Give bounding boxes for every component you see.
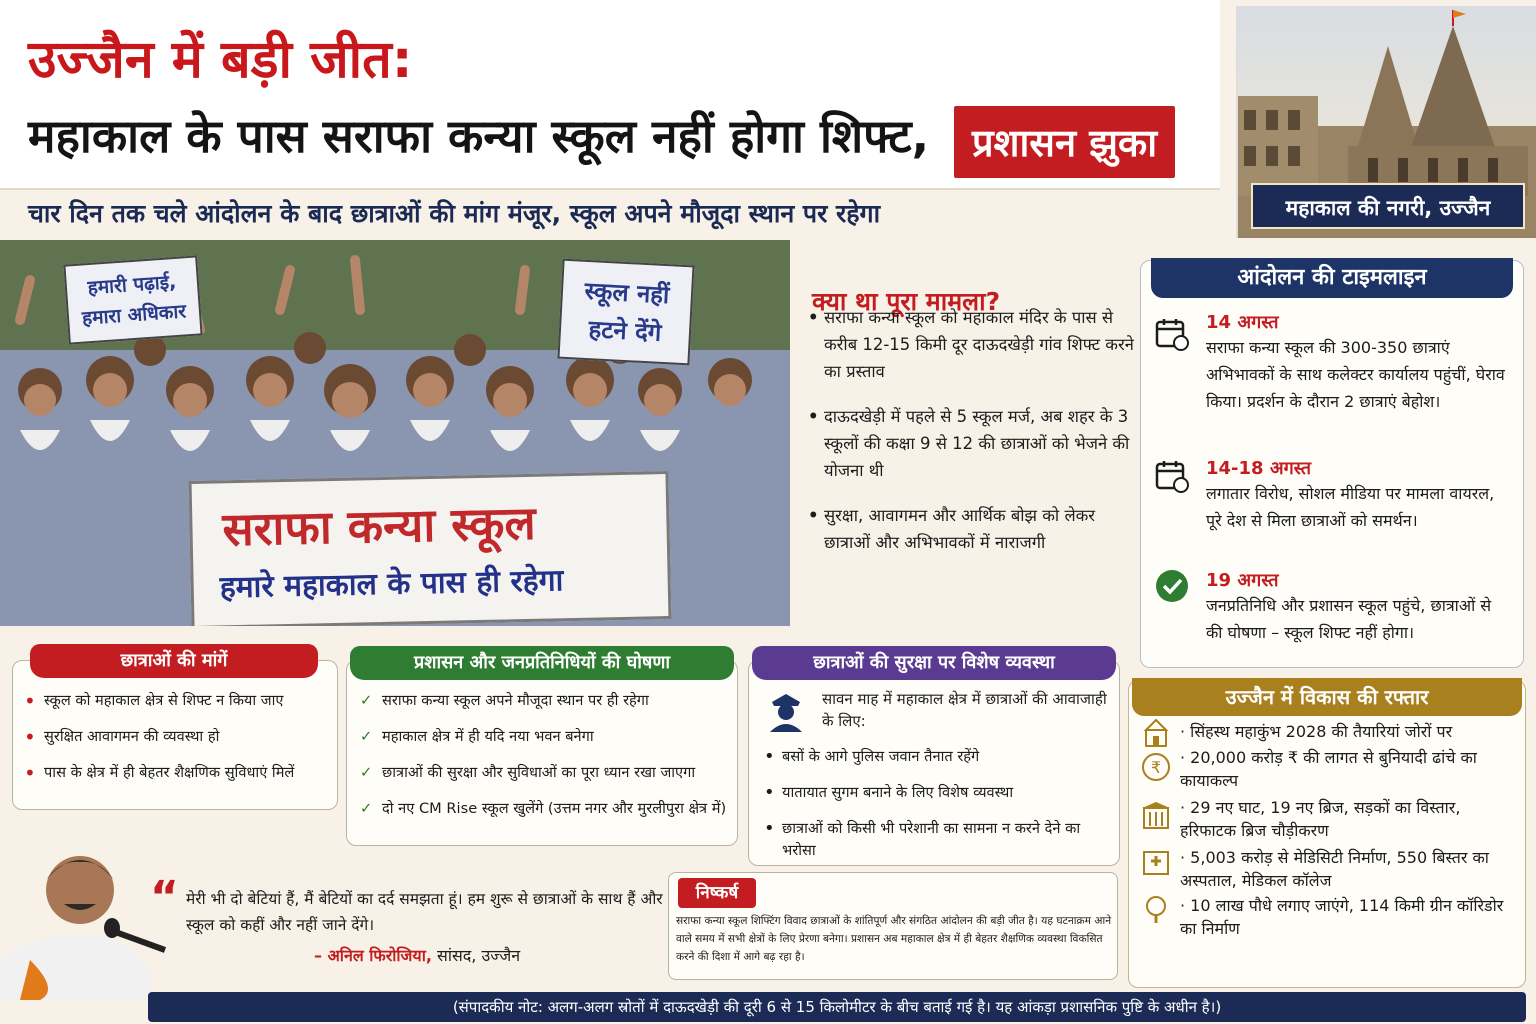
case-point: • सराफा कन्या स्कूल को महाकाल मंदिर के पास से करीब 12-15 किमी दूर दाऊदखेड़ी गांव शिफ्ट करने का प्रस्ताव xyxy=(808,304,1138,385)
demand-item: • पास के क्षेत्र में ही बेहतर शैक्षणिक सुविधाएं मिलें xyxy=(22,762,338,784)
timeline-text: जनप्रतिनिधि और प्रशासन स्कूल पहुंचे, छात्राओं से की घोषणा – स्कूल शिफ्ट नहीं होगा। xyxy=(1206,596,1492,642)
quote-mark-icon: “ xyxy=(150,872,179,923)
protest-sign-left: हमारी पढ़ाई, हमारा अधिकार xyxy=(63,255,202,344)
demands-title: छात्राओं की मांगें xyxy=(30,644,318,678)
banner-line-1: सराफा कन्या स्कूल xyxy=(221,495,537,557)
case-summary-list xyxy=(808,304,1138,574)
police-icon xyxy=(762,686,810,734)
tree-icon xyxy=(1140,894,1172,924)
speaker-illustration xyxy=(0,820,170,1000)
quote-author xyxy=(314,944,520,966)
rupee-icon xyxy=(1140,752,1172,782)
timeline-text: सराफा कन्या स्कूल की 300-350 छात्राएं अभिभावकों के साथ कलेक्टर कार्यालय पहुंचीं, घेराव किया। प्रदर्शन के दौरान 2 छात्राएं बेहोश। xyxy=(1206,338,1505,411)
hospital-icon xyxy=(1140,846,1172,876)
calendar-icon xyxy=(1154,316,1190,352)
headline-kicker: उज्जैन में बड़ी जीत: xyxy=(28,30,413,90)
demand-item: • सुरक्षित आवागमन की व्यवस्था हो xyxy=(22,726,338,748)
timeline-date: 14-18 अगस्त xyxy=(1206,458,1311,479)
safety-item: • यातायात सुगम बनाने के लिए विशेष व्यवस्था xyxy=(760,782,1116,804)
development-title: उज्जैन में विकास की रफ्तार xyxy=(1132,678,1522,716)
announcement-item: ✓ छात्राओं की सुरक्षा और सुविधाओं का पूरा ध्यान रखा जाएगा xyxy=(360,762,734,784)
safety-item: • बसों के आगे पुलिस जवान तैनात रहेंगे xyxy=(760,746,1116,768)
editorial-note: (संपादकीय नोट: अलग-अलग स्रोतों में दाऊदखेड़ी की दूरी 6 से 15 किलोमीटर के बीच बताई गई है। यह आंकड़ा प्रशासनिक पुष्टि के अधीन है।) xyxy=(148,992,1526,1022)
safety-title: छात्राओं की सुरक्षा पर विशेष व्यवस्था xyxy=(752,646,1116,680)
quote-author-role: सांसद, उज्जैन xyxy=(431,946,521,965)
headline-badge: प्रशासन झुका xyxy=(954,106,1175,178)
development-item: · सिंहस्थ महाकुंभ 2028 की तैयारियां जोरों पर xyxy=(1180,722,1453,741)
conclusion-title: निष्कर्ष xyxy=(678,878,756,908)
announcement-item: ✓ दो नए CM Rise स्कूल खुलेंगे (उत्तम नगर और मुरलीपुरा क्षेत्र में) xyxy=(360,798,734,820)
check-circle-icon xyxy=(1154,568,1190,604)
announcement-list xyxy=(360,690,734,834)
announcement-item: ✓ सराफा कन्या स्कूल अपने मौजूदा स्थान पर ही रहेगा xyxy=(360,690,734,712)
demand-item: • स्कूल को महाकाल क्षेत्र से शिफ्ट न किया जाए xyxy=(22,690,338,712)
development-item: · 10 लाख पौधे लगाए जाएंगे, 114 किमी ग्रीन कॉरिडोर का निर्माण xyxy=(1180,896,1504,938)
svg-text:₹: ₹ xyxy=(1150,758,1162,777)
case-point: • सुरक्षा, आवागमन और आर्थिक बोझ को लेकर छात्राओं और अभिभावकों में नाराजगी xyxy=(808,502,1138,556)
timeline-date: 19 अगस्त xyxy=(1206,570,1279,591)
banner-line-2: हमारे महाकाल के पास ही रहेगा xyxy=(219,563,564,606)
protest-banner xyxy=(189,471,672,626)
timeline-date: 14 अगस्त xyxy=(1206,312,1279,333)
announcement-title: प्रशासन और जनप्रतिनिधियों की घोषणा xyxy=(350,646,734,680)
subheadline: चार दिन तक चले आंदोलन के बाद छात्राओं की मांग मंजूर, स्कूल अपने मौजूदा स्थान पर रहेगा xyxy=(28,199,881,228)
quote-author-name: – अनिल फिरोजिया, xyxy=(314,946,432,965)
case-summary-title: क्या था पूरा मामला? xyxy=(812,287,1001,316)
case-point: • दाऊदखेड़ी में पहले से 5 स्कूल मर्ज, अब शहर के 3 स्कूलों की कक्षा 9 से 12 की छात्राओं को भेजने की योजना थी xyxy=(808,403,1138,484)
safety-item: • छात्राओं को किसी भी परेशानी का सामना न करने देने का भरोसा xyxy=(760,818,1116,862)
calendar-icon xyxy=(1154,458,1190,494)
development-item: · 5,003 करोड़ से मेडिसिटी निर्माण, 550 बिस्तर का अस्पताल, मेडिकल कॉलेज xyxy=(1180,848,1489,890)
announcement-item: ✓ महाकाल क्षेत्र में ही यदि नया भवन बनेगा xyxy=(360,726,734,748)
demands-list xyxy=(22,690,338,798)
quote-text: मेरी भी दो बेटियां हैं, मैं बेटियों का दर्द समझता हूं। हम शुरू से छात्राओं के साथ हैं और स्कूल को कहीं और नहीं जाने देंगे। xyxy=(186,890,663,934)
timeline-text: लगातार विरोध, सोशल मीडिया पर मामला वायरल, पूरे देश से मिला छात्राओं को समर्थन। xyxy=(1206,484,1495,530)
timeline-title: आंदोलन की टाइमलाइन xyxy=(1151,258,1513,298)
mp-portrait xyxy=(0,820,170,1000)
development-item: · 20,000 करोड़ ₹ की लागत से बुनियादी ढांचे का कायाकल्प xyxy=(1180,748,1477,790)
safety-list xyxy=(760,746,1116,876)
protest-sign-right: स्कूल नहीं हटने देंगे xyxy=(557,259,694,366)
safety-intro: सावन माह में महाकाल क्षेत्र में छात्राओं की आवाजाही के लिए: xyxy=(822,690,1107,730)
temple-caption: महाकाल की नगरी, उज्जैन xyxy=(1251,183,1525,229)
development-item: · 29 नए घाट, 19 नए ब्रिज, सड़कों का विस्तार, हरिफाटक ब्रिज चौड़ीकरण xyxy=(1180,798,1461,840)
headline-block xyxy=(0,0,1220,190)
protest-photo xyxy=(0,240,790,626)
building-icon xyxy=(1140,800,1172,830)
headline-main: महाकाल के पास सराफा कन्या स्कूल नहीं होगा शिफ्ट, xyxy=(28,109,930,163)
temple-icon xyxy=(1140,718,1172,748)
conclusion-text: सराफा कन्या स्कूल शिफ्टिंग विवाद छात्राओं के शांतिपूर्ण और संगठित आंदोलन की बड़ी जीत है। यह घटनाक्रम आने वाले समय में सभी क्षेत्रों के लिए प्रेरणा बनेगा। प्रशासन अब महाकाल क्षेत्र में ही बेहतर शैक्षणिक व्यवस्था विकसित करने की दिशा में आगे बढ़ रहा है। xyxy=(676,915,1112,963)
